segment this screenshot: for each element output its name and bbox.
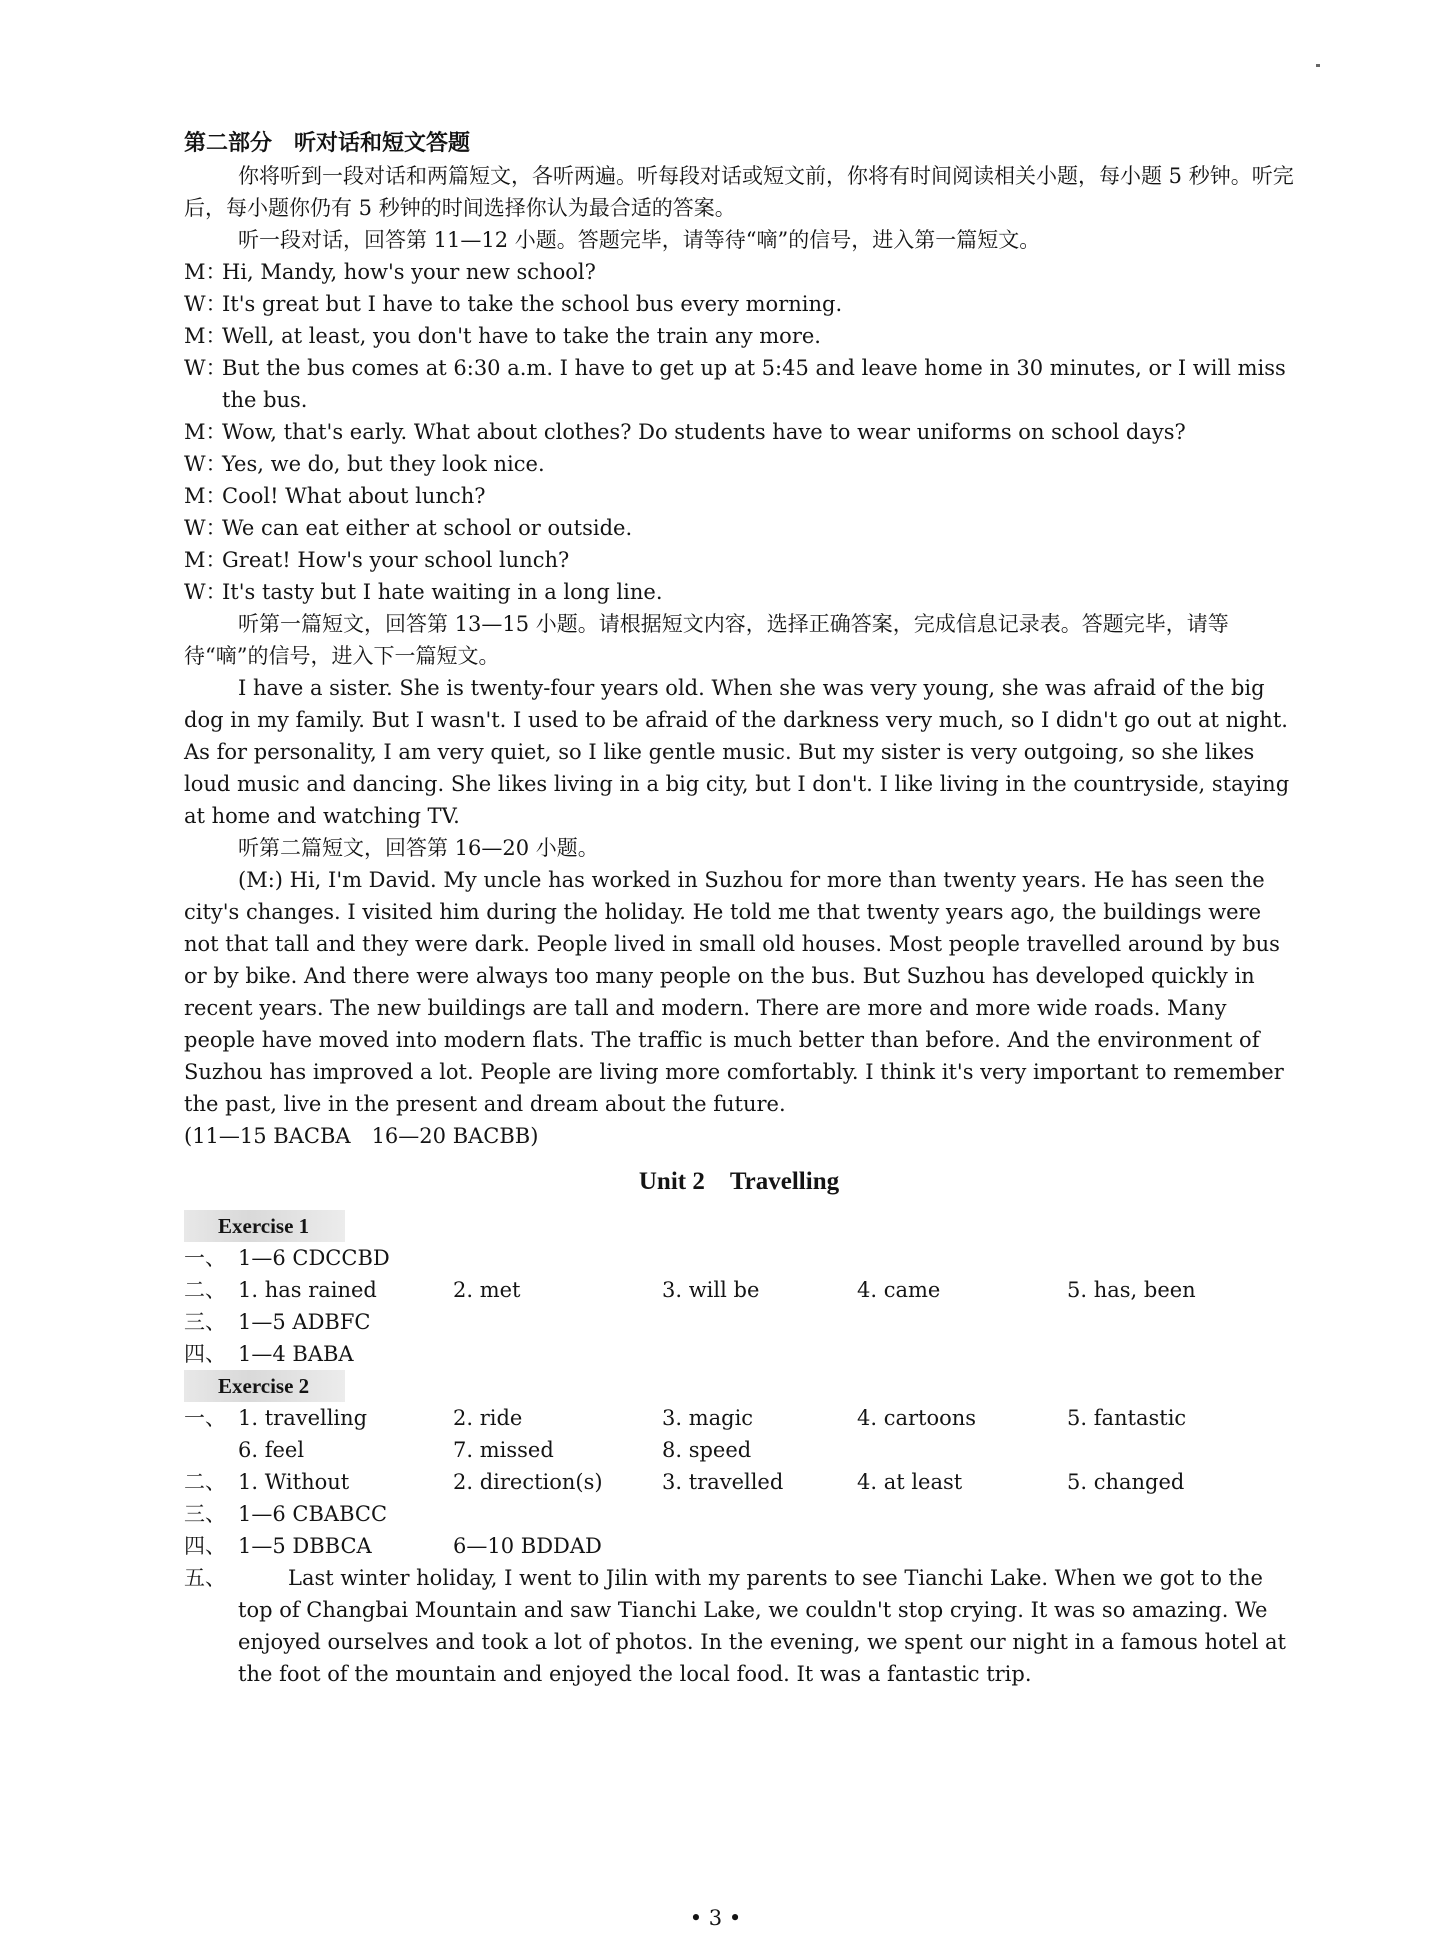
dialogue-instruction: 听一段对话，回答第 11—12 小题。答题完毕，请等待“嘀”的信号，进入第一篇短文。 [238, 228, 1041, 252]
essay-text: Last winter holiday, I went to Jilin with my parents to see Tianchi Lake. When we got to the top of Changbai Mountain and saw Tianchi Lake, we couldn't stop crying. It was so amazing. We enjoyed ourselves and took a lot of photos. In the evening, we spent our night in a famous hotel at the foot of the mountain and enjoyed the local food. It was a fantastic trip. [238, 1566, 1286, 1686]
answer-row: 一、 1. travelling 2. ride 3. magic 4. cartoons 5. fantastic [184, 1406, 1187, 1430]
dialogue-line: M： Great! How's your school lunch? [184, 548, 570, 572]
dialogue-line: W： It's tasty but I hate waiting in a long line. [184, 580, 663, 604]
page-number: • 3 • [689, 1906, 742, 1930]
passage2-text: (M:) Hi, I'm David. My uncle has worked in Suzhou for more than twenty years. He has seen the city's changes. I visited him during the holiday. He told me that twenty years ago, the buildings were not that tall and they were dark. People lived in small old houses. Most people travelled around by bus or by bike. And there were always too many people on the bus. But Suzhou has developed quickly in recent years. The new buildings are tall and modern. There are more and more wide roads. Many people have moved into modern flats. The traffic is much better than before. And the environment of Suzhou has improved a lot. People are living more comfortably. I think it's very important to remember the past, live in the present and dream about the future. [184, 868, 1284, 1116]
dialogue-line: W： We can eat either at school or outside. [184, 516, 633, 540]
section-title: 第二部分 听对话和短文答题 [184, 131, 471, 156]
answer-key: (11—15 BACBA 16—20 BACBB) [184, 1124, 539, 1148]
scan-mark [1316, 64, 1320, 67]
unit-title: Unit 2 Travelling [638, 1168, 840, 1195]
answer-row: 6. feel 7. missed 8. speed [238, 1438, 752, 1462]
answer-row: 四、 1—5 DBBCA 6—10 BDDAD [184, 1534, 602, 1558]
exercise2 [184, 1370, 1294, 1690]
dialogue-line: W： Yes, we do, but they look nice. [184, 452, 545, 476]
passage2-instruction: 听第二篇短文，回答第 16—20 小题。 [238, 836, 599, 860]
exercise1 [184, 1210, 1294, 1370]
answer-row: 四、 1—4 BABA [184, 1342, 354, 1366]
dialogue-line: M： Hi, Mandy, how's your new school? [184, 260, 596, 284]
passage1-instruction: 听第一篇短文，回答第 13—15 小题。请根据短文内容，选择正确答案，完成信息记录表。答题完毕，请等待“嘀”的信号，进入下一篇短文。 [184, 612, 1229, 668]
dialogue-line: M： Cool! What about lunch? [184, 484, 486, 508]
exercise2-label: Exercise 2 [184, 1370, 345, 1402]
document-page [184, 128, 1294, 1690]
section-intro: 你将听到一段对话和两篇短文，各听两遍。听每段对话或短文前，你将有时间阅读相关小题，每小题 5 秒钟。听完后，每小题你仍有 5 秒钟的时间选择你认为最合适的答案。 [184, 164, 1294, 220]
dialogue-line: M： Wow, that's early. What about clothes? Do students have to wear uniforms on school days? [184, 420, 1186, 444]
answer-row: 二、 1. has rained 2. met 3. will be 4. came 5. has, been [184, 1278, 1196, 1302]
dialogue-line: M： Well, at least, you don't have to take the train any more. [184, 324, 821, 348]
passage1-text: I have a sister. She is twenty-four years old. When she was very young, she was afraid of the big dog in my family. But I wasn't. I used to be afraid of the darkness very much, so I didn't go out at night. As for personality, I am very quiet, so I like gentle music. But my sister is very outgoing, so she likes loud music and dancing. She likes living in a big city, but I don't. I like living in the countryside, staying at home and watching TV. [184, 676, 1290, 828]
answer-row: 一、 1—6 CDCCBD [184, 1246, 390, 1270]
dialogue-line: W： It's great but I have to take the school bus every morning. [184, 292, 843, 316]
answer-row: 三、 1—5 ADBFC [184, 1310, 371, 1334]
dialogue-line: W： But the bus comes at 6:30 a.m. I have to get up at 5:45 and leave home in 30 minutes, or I will miss the bus. [184, 356, 1286, 412]
answer-row: 二、 1. Without 2. direction(s) 3. travelled 4. at least 5. changed [184, 1470, 1185, 1494]
essay-row: 五、 Last winter holiday, I went to Jilin with my parents to see Tianchi Lake. When we got to the top of Changbai Mountain and saw Tianchi Lake, we couldn't stop crying. It was so amazing. We enjoyed ourselves and took a lot of photos. In the evening, we spent our night in a famous hotel at the foot of the mountain and enjoyed the local food. It was a fantastic trip. [184, 1562, 1294, 1690]
exercise1-label: Exercise 1 [184, 1210, 345, 1242]
answer-row: 三、 1—6 CBABCC [184, 1502, 388, 1526]
dialogue [184, 256, 1294, 608]
